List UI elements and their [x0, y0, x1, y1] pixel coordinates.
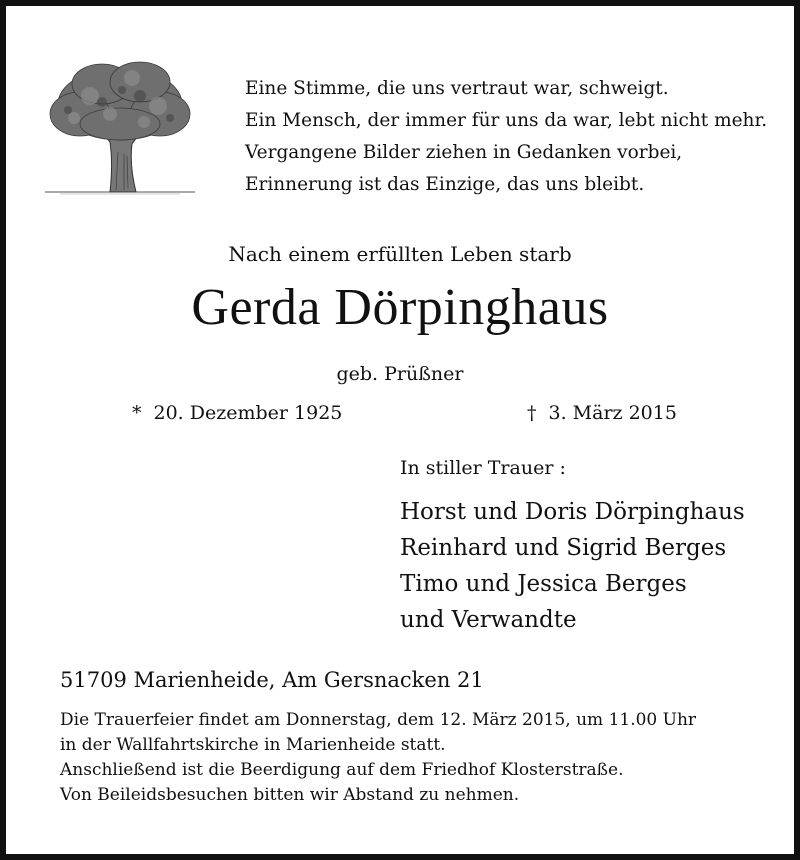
- birth-date: 20. Dezember 1925: [153, 402, 343, 424]
- address: 51709 Marienheide, Am Gersnacken 21: [60, 668, 484, 692]
- cross-icon: †: [527, 402, 537, 424]
- birth-symbol: *: [132, 402, 142, 424]
- poem-line: Erinnerung ist das Einzige, das uns bleibt.: [245, 174, 645, 195]
- poem-line: Eine Stimme, die uns vertraut war, schweigt.: [245, 78, 669, 99]
- notice-line: Von Beileidsbesuchen bitten wir Abstand zu nehmen.: [60, 785, 520, 805]
- mourner: Timo und Jessica Berges: [400, 571, 687, 597]
- poem: [245, 73, 767, 201]
- death-date-line: [527, 402, 677, 424]
- notice-line: in der Wallfahrtskirche in Marienheide statt.: [60, 735, 446, 755]
- deceased-name: Gerda Dörpinghaus: [191, 279, 609, 336]
- notice-line: Anschließend ist die Beerdigung auf dem Friedhof Klosterstraße.: [60, 760, 624, 780]
- poem-line: Ein Mensch, der immer für uns da war, lebt nicht mehr.: [245, 110, 768, 131]
- mourner: und Verwandte: [400, 607, 577, 633]
- funeral-notice: [60, 708, 696, 808]
- intro-text: Nach einem erfüllten Leben starb: [228, 242, 572, 266]
- notice-line: Die Trauerfeier findet am Donnerstag, dem 12. März 2015, um 11.00 Uhr: [60, 710, 697, 730]
- poem-line: Vergangene Bilder ziehen in Gedanken vorbei,: [245, 142, 683, 163]
- tree-icon: [40, 56, 200, 201]
- birth-date-line: [132, 402, 342, 424]
- mourner: Reinhard und Sigrid Berges: [400, 535, 727, 561]
- mourner: Horst und Doris Dörpinghaus: [400, 499, 745, 525]
- death-date: 3. März 2015: [548, 402, 677, 424]
- mourning-heading: In stiller Trauer :: [400, 457, 566, 479]
- maiden-name: geb. Prüßner: [336, 363, 464, 385]
- mourners-list: [400, 494, 745, 638]
